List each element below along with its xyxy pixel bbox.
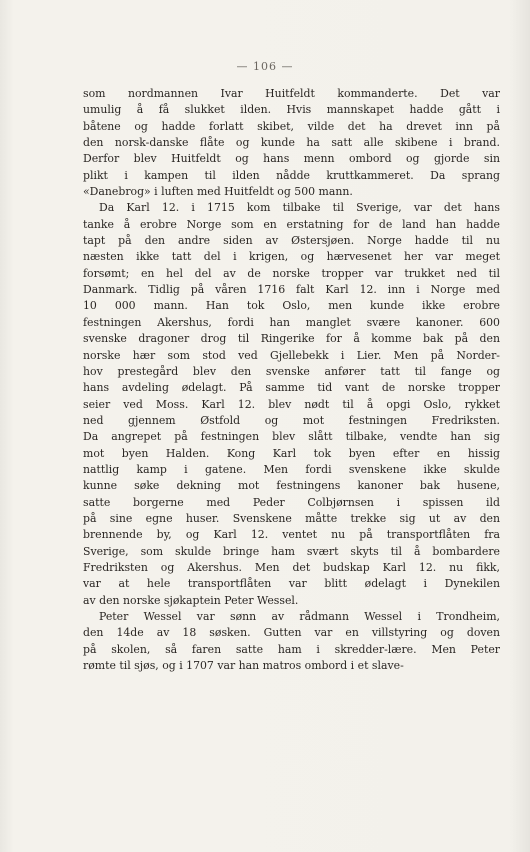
text-line: forsømt; en hel del av de norske tropper var trukket ned til [83, 266, 500, 280]
text-line: på skolen, så faren satte ham i skredder-lære. Men Peter [83, 642, 500, 656]
text-line: seier ved Moss. Karl 12. blev nødt til å opgi Oslo, rykket [83, 397, 500, 411]
text-line: brennende by, og Karl 12. ventet nu på transportflåten fra [83, 528, 500, 542]
text-line: tapt på den andre siden av Østersjøen. Norge hadde til nu [83, 234, 500, 248]
text-line: den 14de av 18 søsken. Gutten var en villstyring og doven [83, 626, 500, 640]
text-line: satte borgerne med Peder Colbjørnsen i spissen ild [83, 495, 500, 509]
text-line: hov prestegård blev den svenske anfører tatt til fange og [83, 364, 500, 378]
text-line: 10 000 mann. Han tok Oslo, men kunde ikke erobre [83, 299, 500, 313]
text-line: var at hele transportflåten var blitt ødelagt i Dynekilen [83, 577, 500, 591]
text-line: rømte til sjøs, og i 1707 var han matros ombord i et slave- [83, 659, 404, 673]
text-line: mot byen Halden. Kong Karl tok byen efter en hissig [83, 446, 500, 460]
text-line: Sverige, som skulde bringe ham svært skyts til å bombardere [83, 544, 500, 558]
text-line: Derfor blev Huitfeldt og hans menn ombord og gjorde sin [83, 152, 500, 166]
text-line: Da Karl 12. i 1715 kom tilbake til Sverige, var det hans [99, 201, 500, 215]
text-line: norske hær som stod ved Gjellebekk i Lier. Men på Norder- [83, 348, 500, 362]
text-line: festningen Akershus, fordi han manglet svære kanoner. 600 [83, 315, 500, 329]
text-line: tanke å erobre Norge som en erstatning for de land han hadde [83, 217, 500, 231]
text-line: umulig å få slukket ilden. Hvis mannskapet hadde gått i [83, 103, 500, 117]
body-text [83, 86, 500, 674]
text-line: Danmark. Tidlig på våren 1716 falt Karl 12. inn i Norge med [83, 283, 500, 297]
text-line: på sine egne huser. Svenskene måtte trekke sig ut av den [83, 511, 500, 525]
text-line: hans avdeling ødelagt. På samme tid vant de norske tropper [83, 381, 500, 395]
text-line: av den norske sjøkaptein Peter Wessel. [83, 593, 299, 607]
text-line: båtene og hadde forlatt skibet, vilde det ha drevet inn på [83, 119, 500, 133]
text-line: svenske dragoner drog til Ringerike for å komme bak på den [83, 332, 500, 346]
text-line: Fredriksten og Akershus. Men det budskap Karl 12. nu fikk, [83, 560, 500, 574]
text-line: den norsk-danske flåte og kunde ha satt alle skibene i brand. [83, 136, 500, 150]
text-line: nattlig kamp i gatene. Men fordi svenskene ikke skulde [83, 462, 500, 476]
page-number: — 106 — [236, 60, 294, 73]
text-line: Da angrepet på festningen blev slått tilbake, vendte han sig [83, 430, 500, 444]
text-line: næsten ikke tatt del i krigen, og hærvesenet her var meget [83, 250, 500, 264]
text-line: ned gjennem Østfold og mot festningen Fredriksten. [83, 413, 500, 427]
text-line: «Danebrog» i luften med Huitfeldt og 500 mann. [83, 185, 353, 199]
text-line: som nordmannen Ivar Huitfeldt kommanderte. Det var [83, 87, 500, 100]
text-line: plikt i kampen til ilden nådde kruttkammeret. Da sprang [83, 168, 500, 182]
text-line: Peter Wessel var sønn av rådmann Wessel i Trondheim, [99, 610, 500, 623]
text-line: kunne søke dekning mot festningens kanoner bak husene, [83, 479, 500, 493]
